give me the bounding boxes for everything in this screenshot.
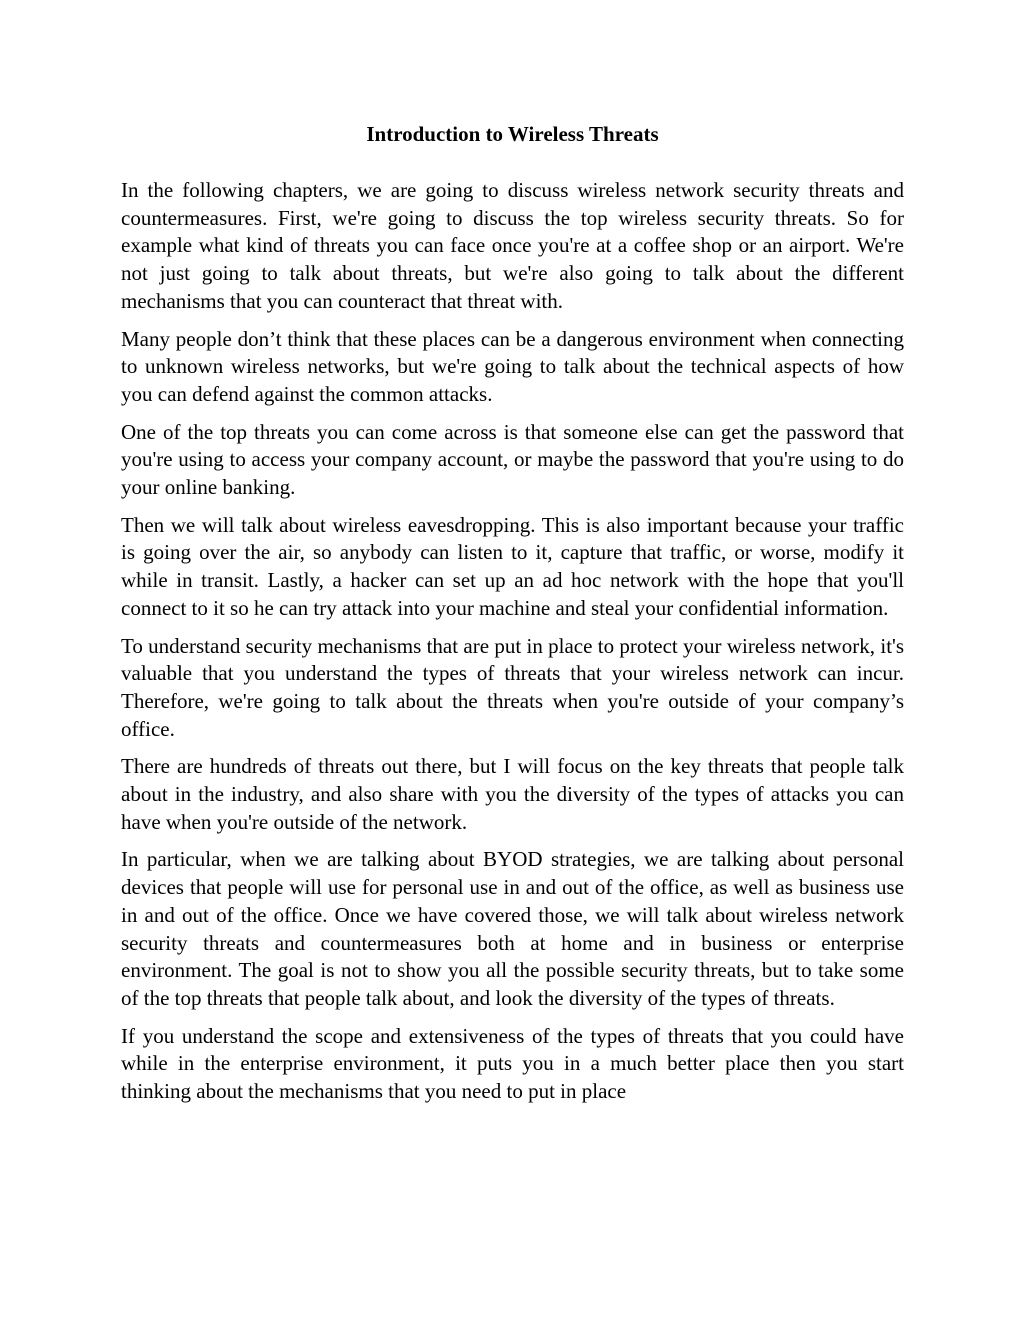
paragraph: If you understand the scope and extensiveness of the types of threats that you could have while in the enterprise environment, it puts you in a much better place then you start thinking about the mechanisms that you need to put in place bbox=[121, 1023, 904, 1104]
paragraph: One of the top threats you can come across is that someone else can get the password that you're using to access your company account, or maybe the password that you're using to do your online banking. bbox=[121, 419, 904, 500]
paragraph: To understand security mechanisms that are put in place to protect your wireless network, it's valuable that you understand the types of threats that your wireless network can incur. Therefore, we're going to talk about the threats when you're outside of your company’s office. bbox=[121, 633, 904, 741]
document-title: Introduction to Wireless Threats bbox=[366, 122, 659, 146]
paragraph: In the following chapters, we are going to discuss wireless network security threats and countermeasures. First, we're going to discuss the top wireless security threats. So for example what kind of threats you can face once you're at a coffee shop or an airport. We're not just going to talk about threats, but we're also going to talk about the different mechanisms that you can counteract that threat with. bbox=[121, 178, 904, 313]
paragraph: Many people don’t think that these places can be a dangerous environment when connecting to unknown wireless networks, but we're going to talk about the technical aspects of how you can defend against the common attacks. bbox=[121, 326, 904, 406]
paragraph: Then we will talk about wireless eavesdropping. This is also important because your traffic is going over the air, so anybody can listen to it, capture that traffic, or worse, modify it while in transit. Lastly, a hacker can set up an ad hoc network with the hope that you'll connect to it so he can try attack into your machine and steal your confidential information. bbox=[121, 512, 904, 620]
document-body bbox=[121, 117, 904, 1116]
paragraph: In particular, when we are talking about BYOD strategies, we are talking about personal devices that people will use for personal use in and out of the office, as well as business use in and out of the office. Once we have covered those, we will talk about wireless network security threats and countermeasures both at home and in business or enterprise environment. The goal is not to show you all the possible security threats, but to take some of the top threats that people talk about, and look the diversity of the types of threats. bbox=[121, 847, 904, 1010]
paragraph: There are hundreds of threats out there, but I will focus on the key threats that people talk about in the industry, and also share with you the diversity of the types of attacks you can have when you're outside of the network. bbox=[121, 754, 904, 834]
